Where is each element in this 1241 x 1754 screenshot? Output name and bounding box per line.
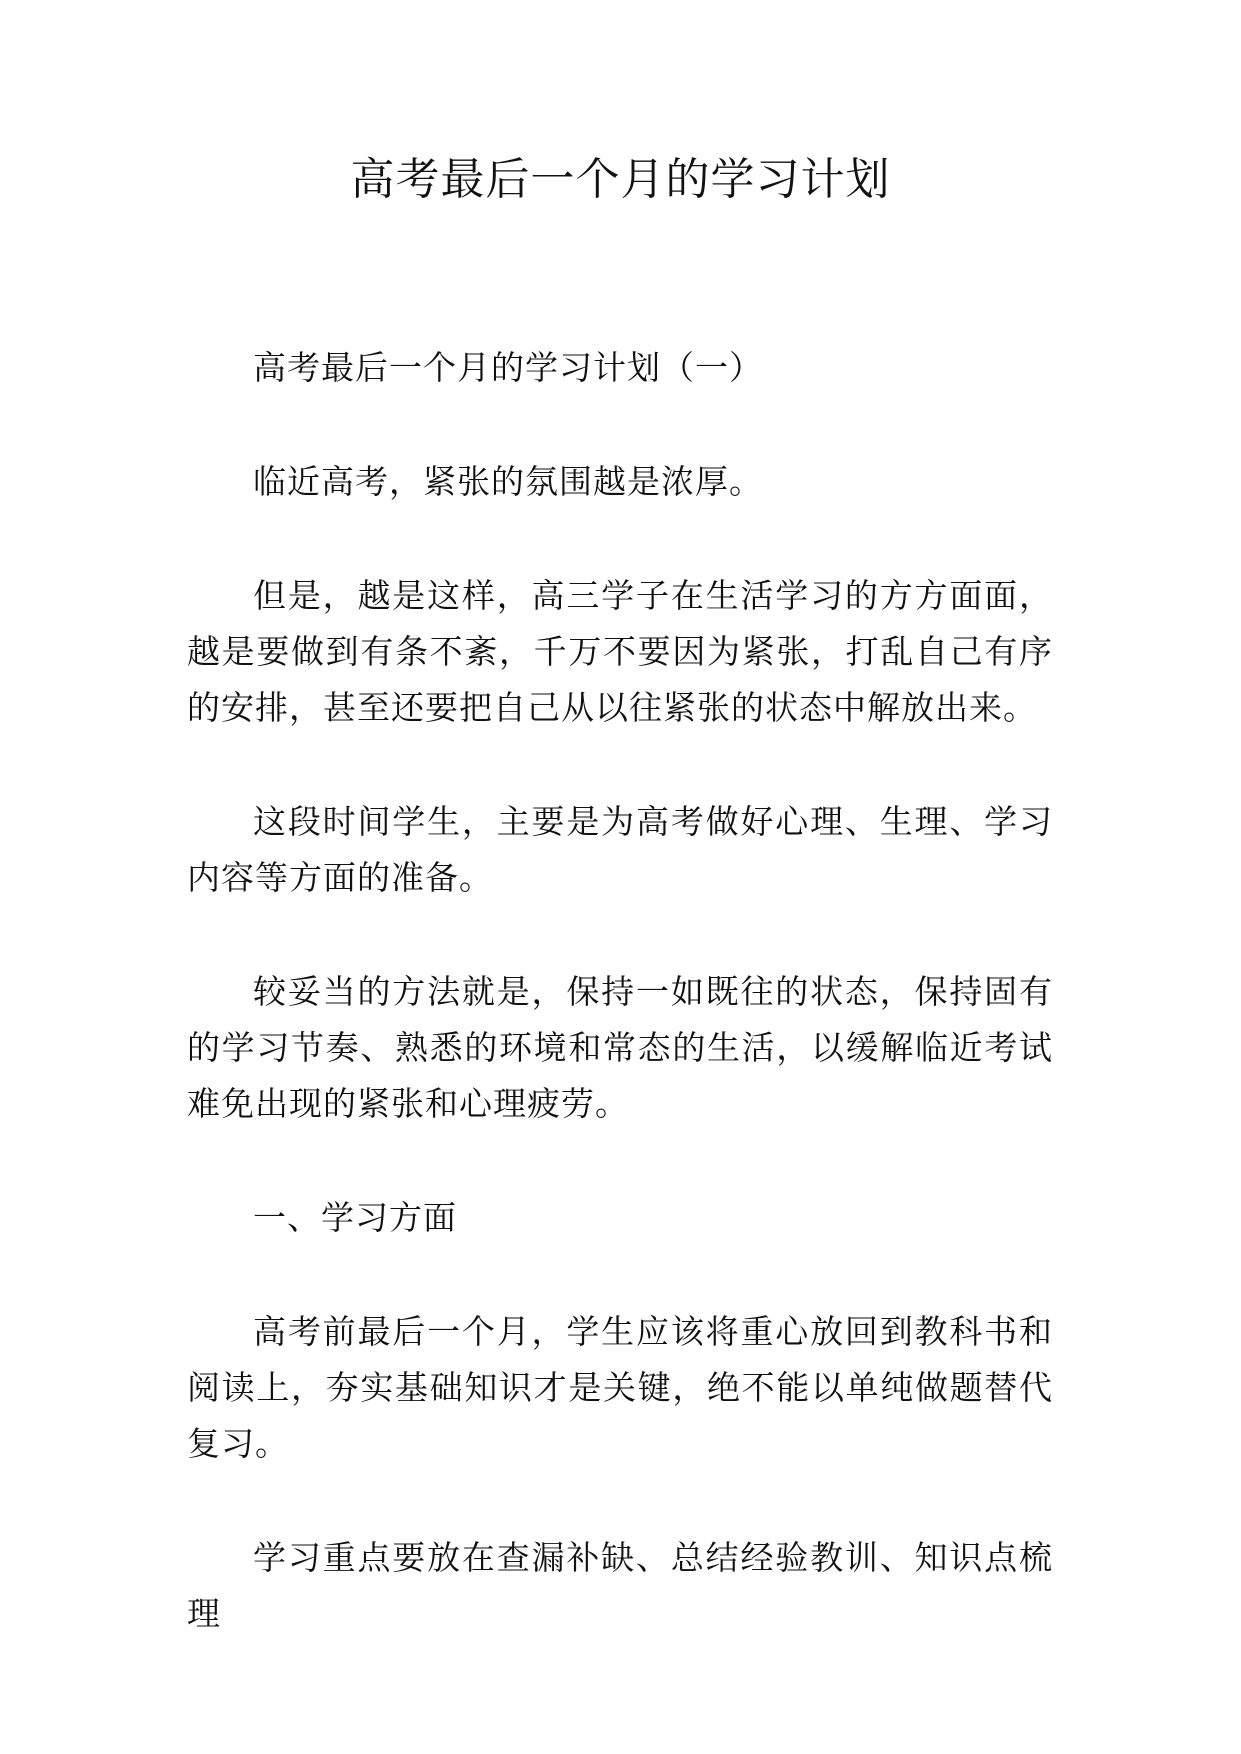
paragraph-gap (187, 1246, 1053, 1304)
paragraph-gap (187, 1132, 1053, 1190)
paragraph-subtitle: 高考最后一个月的学习计划（一） (253, 348, 763, 387)
paragraph: 这段时间学生，主要是为高考做好心理、生理、学习内容等方面的准备。 (187, 802, 1053, 897)
paragraph: 较妥当的方法就是，保持一如既往的状态，保持固有的学习节奏、熟悉的环境和常态的生活，以缓解临近考试难免出现的紧张和心理疲劳。 (187, 972, 1053, 1123)
paragraph: 临近高考，紧张的氛围越是浓厚。 (253, 462, 763, 501)
document-body (187, 340, 1053, 1642)
paragraph: 学习重点要放在查漏补缺、总结经验教训、知识点梳理 (187, 1538, 1053, 1633)
paragraph-gap (187, 510, 1053, 568)
document-title: 高考最后一个月的学习计划 (350, 154, 891, 205)
paragraph-gap (187, 906, 1053, 964)
paragraph: 高考前最后一个月，学生应该将重心放回到教科书和阅读上，夯实基础知识才是关键，绝不能以单纯做题替代复习。 (187, 1312, 1053, 1463)
paragraph-gap (187, 736, 1053, 794)
section-heading: 一、学习方面 (253, 1198, 457, 1237)
paragraph-gap (187, 1472, 1053, 1530)
paragraph-gap (187, 396, 1053, 454)
paragraph: 但是，越是这样，高三学子在生活学习的方方面面，越是要做到有条不紊，千万不要因为紧张，打乱自己有序的安排，甚至还要把自己从以往紧张的状态中解放出来。 (187, 576, 1053, 727)
